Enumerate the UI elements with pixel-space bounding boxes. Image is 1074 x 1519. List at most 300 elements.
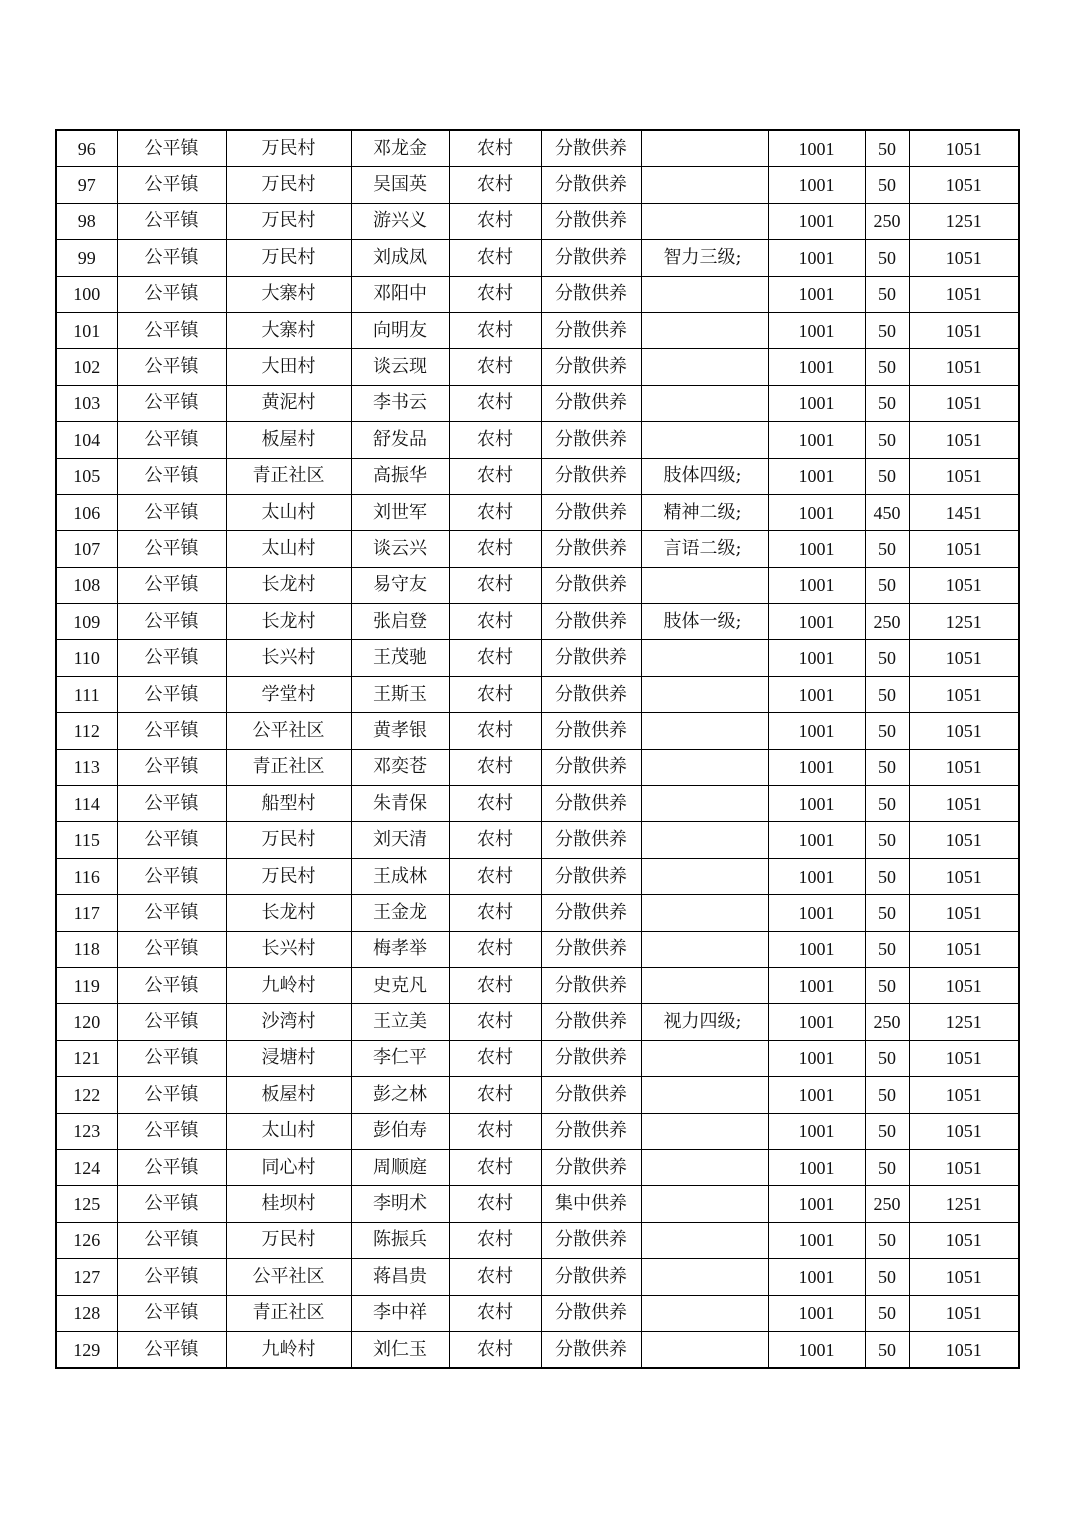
cell-town: 公平镇 — [117, 749, 226, 785]
cell-extra-amount: 50 — [865, 240, 909, 276]
cell-number: 110 — [56, 640, 117, 676]
cell-disability: 肢体一级; — [641, 604, 768, 640]
cell-name: 李仁平 — [351, 1040, 449, 1076]
table-row — [56, 1040, 1019, 1076]
cell-name: 梅孝举 — [351, 931, 449, 967]
cell-total-amount: 1051 — [909, 531, 1019, 567]
cell-village: 学堂村 — [226, 676, 351, 712]
cell-extra-amount: 50 — [865, 1259, 909, 1295]
cell-disability — [641, 167, 768, 203]
cell-support-type: 分散供养 — [541, 786, 641, 822]
cell-base-amount: 1001 — [768, 531, 865, 567]
cell-total-amount: 1051 — [909, 458, 1019, 494]
cell-number: 105 — [56, 458, 117, 494]
cell-disability — [641, 349, 768, 385]
cell-extra-amount: 250 — [865, 604, 909, 640]
cell-disability — [641, 713, 768, 749]
cell-support-type: 分散供养 — [541, 1259, 641, 1295]
table-row — [56, 1331, 1019, 1368]
cell-area-type: 农村 — [449, 1331, 541, 1368]
cell-village: 板屋村 — [226, 1077, 351, 1113]
cell-name: 舒发品 — [351, 422, 449, 458]
cell-base-amount: 1001 — [768, 1331, 865, 1368]
cell-support-type: 分散供养 — [541, 822, 641, 858]
table-row — [56, 931, 1019, 967]
cell-disability — [641, 822, 768, 858]
cell-base-amount: 1001 — [768, 676, 865, 712]
table-row — [56, 713, 1019, 749]
table-row — [56, 822, 1019, 858]
cell-area-type: 农村 — [449, 385, 541, 421]
cell-town: 公平镇 — [117, 1259, 226, 1295]
cell-base-amount: 1001 — [768, 167, 865, 203]
cell-area-type: 农村 — [449, 276, 541, 312]
cell-number: 97 — [56, 167, 117, 203]
cell-village: 长龙村 — [226, 567, 351, 603]
cell-town: 公平镇 — [117, 1004, 226, 1040]
cell-support-type: 分散供养 — [541, 1295, 641, 1331]
table-row — [56, 786, 1019, 822]
cell-extra-amount: 50 — [865, 1295, 909, 1331]
cell-disability — [641, 1040, 768, 1076]
cell-extra-amount: 50 — [865, 130, 909, 167]
cell-base-amount: 1001 — [768, 858, 865, 894]
cell-base-amount: 1001 — [768, 385, 865, 421]
table-row — [56, 240, 1019, 276]
cell-name: 刘仁玉 — [351, 1331, 449, 1368]
table-row — [56, 167, 1019, 203]
cell-total-amount: 1051 — [909, 567, 1019, 603]
cell-village: 长龙村 — [226, 604, 351, 640]
cell-area-type: 农村 — [449, 967, 541, 1003]
table-row — [56, 895, 1019, 931]
cell-extra-amount: 50 — [865, 312, 909, 348]
cell-town: 公平镇 — [117, 349, 226, 385]
table-row — [56, 458, 1019, 494]
cell-number: 96 — [56, 130, 117, 167]
cell-area-type: 农村 — [449, 531, 541, 567]
cell-town: 公平镇 — [117, 676, 226, 712]
cell-support-type: 分散供养 — [541, 276, 641, 312]
cell-area-type: 农村 — [449, 749, 541, 785]
cell-village: 太山村 — [226, 494, 351, 530]
cell-total-amount: 1051 — [909, 967, 1019, 1003]
cell-town: 公平镇 — [117, 312, 226, 348]
cell-total-amount: 1051 — [909, 167, 1019, 203]
cell-base-amount: 1001 — [768, 1222, 865, 1258]
cell-total-amount: 1051 — [909, 895, 1019, 931]
cell-number: 128 — [56, 1295, 117, 1331]
cell-area-type: 农村 — [449, 1004, 541, 1040]
cell-base-amount: 1001 — [768, 130, 865, 167]
cell-base-amount: 1001 — [768, 1259, 865, 1295]
cell-name: 刘成凤 — [351, 240, 449, 276]
cell-name: 彭之林 — [351, 1077, 449, 1113]
cell-base-amount: 1001 — [768, 276, 865, 312]
cell-total-amount: 1051 — [909, 1259, 1019, 1295]
cell-support-type: 分散供养 — [541, 1222, 641, 1258]
cell-total-amount: 1051 — [909, 385, 1019, 421]
cell-base-amount: 1001 — [768, 1004, 865, 1040]
cell-support-type: 分散供养 — [541, 749, 641, 785]
cell-number: 117 — [56, 895, 117, 931]
cell-number: 124 — [56, 1149, 117, 1185]
cell-extra-amount: 50 — [865, 713, 909, 749]
cell-extra-amount: 50 — [865, 385, 909, 421]
cell-base-amount: 1001 — [768, 349, 865, 385]
cell-base-amount: 1001 — [768, 1149, 865, 1185]
cell-name: 蒋昌贵 — [351, 1259, 449, 1295]
cell-disability — [641, 931, 768, 967]
cell-village: 大寨村 — [226, 312, 351, 348]
cell-name: 刘天清 — [351, 822, 449, 858]
table-row — [56, 1113, 1019, 1149]
cell-support-type: 集中供养 — [541, 1186, 641, 1222]
cell-town: 公平镇 — [117, 822, 226, 858]
cell-support-type: 分散供养 — [541, 676, 641, 712]
cell-base-amount: 1001 — [768, 1113, 865, 1149]
cell-village: 九岭村 — [226, 967, 351, 1003]
cell-total-amount: 1451 — [909, 494, 1019, 530]
cell-town: 公平镇 — [117, 458, 226, 494]
cell-disability — [641, 640, 768, 676]
table-row — [56, 203, 1019, 239]
cell-support-type: 分散供养 — [541, 349, 641, 385]
cell-village: 船型村 — [226, 786, 351, 822]
cell-total-amount: 1051 — [909, 130, 1019, 167]
cell-support-type: 分散供养 — [541, 240, 641, 276]
cell-number: 125 — [56, 1186, 117, 1222]
cell-extra-amount: 50 — [865, 967, 909, 1003]
cell-total-amount: 1051 — [909, 640, 1019, 676]
cell-extra-amount: 250 — [865, 1004, 909, 1040]
cell-extra-amount: 50 — [865, 276, 909, 312]
cell-number: 126 — [56, 1222, 117, 1258]
cell-village: 万民村 — [226, 822, 351, 858]
cell-village: 九岭村 — [226, 1331, 351, 1368]
cell-name: 李明术 — [351, 1186, 449, 1222]
cell-disability — [641, 786, 768, 822]
cell-area-type: 农村 — [449, 1222, 541, 1258]
cell-town: 公平镇 — [117, 240, 226, 276]
cell-area-type: 农村 — [449, 458, 541, 494]
cell-village: 大田村 — [226, 349, 351, 385]
table-row — [56, 1004, 1019, 1040]
cell-extra-amount: 50 — [865, 1331, 909, 1368]
cell-area-type: 农村 — [449, 494, 541, 530]
cell-total-amount: 1051 — [909, 422, 1019, 458]
cell-disability — [641, 1149, 768, 1185]
cell-town: 公平镇 — [117, 167, 226, 203]
cell-village: 浸塘村 — [226, 1040, 351, 1076]
cell-number: 119 — [56, 967, 117, 1003]
cell-total-amount: 1051 — [909, 676, 1019, 712]
cell-base-amount: 1001 — [768, 749, 865, 785]
table-row — [56, 858, 1019, 894]
cell-disability: 肢体四级; — [641, 458, 768, 494]
cell-number: 98 — [56, 203, 117, 239]
cell-number: 123 — [56, 1113, 117, 1149]
cell-village: 板屋村 — [226, 422, 351, 458]
cell-extra-amount: 50 — [865, 531, 909, 567]
records-table — [55, 129, 1020, 1369]
cell-village: 万民村 — [226, 167, 351, 203]
cell-town: 公平镇 — [117, 640, 226, 676]
cell-number: 106 — [56, 494, 117, 530]
cell-town: 公平镇 — [117, 1077, 226, 1113]
cell-town: 公平镇 — [117, 494, 226, 530]
cell-area-type: 农村 — [449, 203, 541, 239]
cell-area-type: 农村 — [449, 312, 541, 348]
cell-number: 129 — [56, 1331, 117, 1368]
cell-area-type: 农村 — [449, 858, 541, 894]
cell-extra-amount: 50 — [865, 1077, 909, 1113]
cell-number: 109 — [56, 604, 117, 640]
cell-extra-amount: 50 — [865, 676, 909, 712]
cell-number: 112 — [56, 713, 117, 749]
cell-total-amount: 1051 — [909, 749, 1019, 785]
cell-name: 王茂驰 — [351, 640, 449, 676]
cell-area-type: 农村 — [449, 1040, 541, 1076]
cell-support-type: 分散供养 — [541, 967, 641, 1003]
cell-support-type: 分散供养 — [541, 567, 641, 603]
cell-support-type: 分散供养 — [541, 130, 641, 167]
cell-disability: 智力三级; — [641, 240, 768, 276]
cell-village: 大寨村 — [226, 276, 351, 312]
cell-town: 公平镇 — [117, 604, 226, 640]
cell-base-amount: 1001 — [768, 786, 865, 822]
cell-number: 113 — [56, 749, 117, 785]
cell-village: 万民村 — [226, 240, 351, 276]
cell-total-amount: 1051 — [909, 1295, 1019, 1331]
cell-name: 易守友 — [351, 567, 449, 603]
cell-name: 邓阳中 — [351, 276, 449, 312]
cell-total-amount: 1251 — [909, 1186, 1019, 1222]
cell-total-amount: 1051 — [909, 276, 1019, 312]
cell-disability — [641, 203, 768, 239]
cell-town: 公平镇 — [117, 895, 226, 931]
cell-disability — [641, 1113, 768, 1149]
cell-extra-amount: 50 — [865, 822, 909, 858]
cell-base-amount: 1001 — [768, 1040, 865, 1076]
cell-town: 公平镇 — [117, 130, 226, 167]
cell-number: 114 — [56, 786, 117, 822]
cell-extra-amount: 50 — [865, 567, 909, 603]
cell-base-amount: 1001 — [768, 931, 865, 967]
cell-base-amount: 1001 — [768, 967, 865, 1003]
cell-village: 万民村 — [226, 858, 351, 894]
cell-support-type: 分散供养 — [541, 494, 641, 530]
cell-support-type: 分散供养 — [541, 312, 641, 348]
cell-area-type: 农村 — [449, 130, 541, 167]
cell-name: 高振华 — [351, 458, 449, 494]
cell-support-type: 分散供养 — [541, 1331, 641, 1368]
cell-name: 李中祥 — [351, 1295, 449, 1331]
cell-disability — [641, 1259, 768, 1295]
cell-extra-amount: 450 — [865, 494, 909, 530]
cell-disability — [641, 1222, 768, 1258]
cell-area-type: 农村 — [449, 786, 541, 822]
cell-extra-amount: 50 — [865, 786, 909, 822]
cell-extra-amount: 50 — [865, 858, 909, 894]
cell-name: 吴国英 — [351, 167, 449, 203]
cell-disability — [641, 1186, 768, 1222]
cell-town: 公平镇 — [117, 858, 226, 894]
table-row — [56, 349, 1019, 385]
cell-base-amount: 1001 — [768, 458, 865, 494]
cell-support-type: 分散供养 — [541, 1004, 641, 1040]
cell-number: 118 — [56, 931, 117, 967]
cell-extra-amount: 50 — [865, 1222, 909, 1258]
cell-base-amount: 1001 — [768, 895, 865, 931]
cell-area-type: 农村 — [449, 604, 541, 640]
cell-base-amount: 1001 — [768, 494, 865, 530]
cell-disability — [641, 749, 768, 785]
cell-name: 王斯玉 — [351, 676, 449, 712]
cell-total-amount: 1051 — [909, 240, 1019, 276]
cell-village: 青正社区 — [226, 749, 351, 785]
cell-town: 公平镇 — [117, 203, 226, 239]
cell-support-type: 分散供养 — [541, 458, 641, 494]
cell-village: 公平社区 — [226, 1259, 351, 1295]
table-row — [56, 1295, 1019, 1331]
cell-town: 公平镇 — [117, 1295, 226, 1331]
cell-area-type: 农村 — [449, 349, 541, 385]
cell-town: 公平镇 — [117, 276, 226, 312]
cell-extra-amount: 50 — [865, 422, 909, 458]
cell-support-type: 分散供养 — [541, 604, 641, 640]
cell-base-amount: 1001 — [768, 604, 865, 640]
cell-support-type: 分散供养 — [541, 203, 641, 239]
cell-area-type: 农村 — [449, 167, 541, 203]
table-row — [56, 312, 1019, 348]
cell-number: 108 — [56, 567, 117, 603]
cell-name: 张启登 — [351, 604, 449, 640]
cell-village: 沙湾村 — [226, 1004, 351, 1040]
cell-name: 王立美 — [351, 1004, 449, 1040]
table-row — [56, 130, 1019, 167]
cell-support-type: 分散供养 — [541, 713, 641, 749]
cell-total-amount: 1051 — [909, 1040, 1019, 1076]
cell-town: 公平镇 — [117, 567, 226, 603]
cell-name: 邓奕苍 — [351, 749, 449, 785]
cell-total-amount: 1051 — [909, 349, 1019, 385]
cell-support-type: 分散供养 — [541, 1077, 641, 1113]
cell-number: 99 — [56, 240, 117, 276]
cell-extra-amount: 50 — [865, 349, 909, 385]
table-row — [56, 385, 1019, 421]
cell-number: 120 — [56, 1004, 117, 1040]
cell-total-amount: 1051 — [909, 312, 1019, 348]
cell-area-type: 农村 — [449, 240, 541, 276]
cell-area-type: 农村 — [449, 1295, 541, 1331]
table-row — [56, 1077, 1019, 1113]
cell-number: 100 — [56, 276, 117, 312]
cell-extra-amount: 50 — [865, 895, 909, 931]
cell-base-amount: 1001 — [768, 1077, 865, 1113]
cell-base-amount: 1001 — [768, 240, 865, 276]
cell-support-type: 分散供养 — [541, 931, 641, 967]
table-row — [56, 967, 1019, 1003]
cell-name: 史克凡 — [351, 967, 449, 1003]
table-row — [56, 640, 1019, 676]
cell-area-type: 农村 — [449, 1113, 541, 1149]
cell-village: 万民村 — [226, 130, 351, 167]
cell-village: 青正社区 — [226, 1295, 351, 1331]
cell-name: 李书云 — [351, 385, 449, 421]
cell-name: 王金龙 — [351, 895, 449, 931]
cell-area-type: 农村 — [449, 822, 541, 858]
cell-total-amount: 1251 — [909, 203, 1019, 239]
cell-name: 谈云现 — [351, 349, 449, 385]
cell-extra-amount: 50 — [865, 640, 909, 676]
table-row — [56, 1186, 1019, 1222]
cell-total-amount: 1051 — [909, 1113, 1019, 1149]
cell-extra-amount: 250 — [865, 1186, 909, 1222]
cell-support-type: 分散供养 — [541, 531, 641, 567]
cell-support-type: 分散供养 — [541, 895, 641, 931]
cell-town: 公平镇 — [117, 1186, 226, 1222]
cell-area-type: 农村 — [449, 931, 541, 967]
cell-town: 公平镇 — [117, 1113, 226, 1149]
cell-area-type: 农村 — [449, 567, 541, 603]
cell-base-amount: 1001 — [768, 567, 865, 603]
cell-town: 公平镇 — [117, 931, 226, 967]
cell-village: 长兴村 — [226, 640, 351, 676]
cell-disability — [641, 1077, 768, 1113]
cell-village: 太山村 — [226, 531, 351, 567]
cell-name: 陈振兵 — [351, 1222, 449, 1258]
cell-village: 万民村 — [226, 203, 351, 239]
cell-name: 彭伯寿 — [351, 1113, 449, 1149]
cell-extra-amount: 50 — [865, 749, 909, 785]
cell-area-type: 农村 — [449, 1259, 541, 1295]
cell-village: 万民村 — [226, 1222, 351, 1258]
table-row — [56, 676, 1019, 712]
cell-village: 长兴村 — [226, 931, 351, 967]
cell-total-amount: 1051 — [909, 1331, 1019, 1368]
cell-disability — [641, 130, 768, 167]
cell-area-type: 农村 — [449, 713, 541, 749]
cell-extra-amount: 50 — [865, 458, 909, 494]
table-row — [56, 1259, 1019, 1295]
cell-name: 游兴义 — [351, 203, 449, 239]
cell-disability — [641, 858, 768, 894]
cell-village: 公平社区 — [226, 713, 351, 749]
cell-base-amount: 1001 — [768, 1186, 865, 1222]
cell-number: 102 — [56, 349, 117, 385]
cell-number: 127 — [56, 1259, 117, 1295]
table-row — [56, 1149, 1019, 1185]
table-row — [56, 1222, 1019, 1258]
cell-town: 公平镇 — [117, 1222, 226, 1258]
cell-support-type: 分散供养 — [541, 422, 641, 458]
cell-total-amount: 1051 — [909, 931, 1019, 967]
cell-name: 刘世军 — [351, 494, 449, 530]
cell-disability: 视力四级; — [641, 1004, 768, 1040]
cell-disability — [641, 895, 768, 931]
cell-base-amount: 1001 — [768, 203, 865, 239]
cell-number: 116 — [56, 858, 117, 894]
cell-total-amount: 1051 — [909, 1222, 1019, 1258]
cell-total-amount: 1051 — [909, 858, 1019, 894]
cell-village: 青正社区 — [226, 458, 351, 494]
cell-town: 公平镇 — [117, 967, 226, 1003]
cell-extra-amount: 50 — [865, 1040, 909, 1076]
cell-number: 104 — [56, 422, 117, 458]
cell-number: 121 — [56, 1040, 117, 1076]
cell-name: 向明友 — [351, 312, 449, 348]
